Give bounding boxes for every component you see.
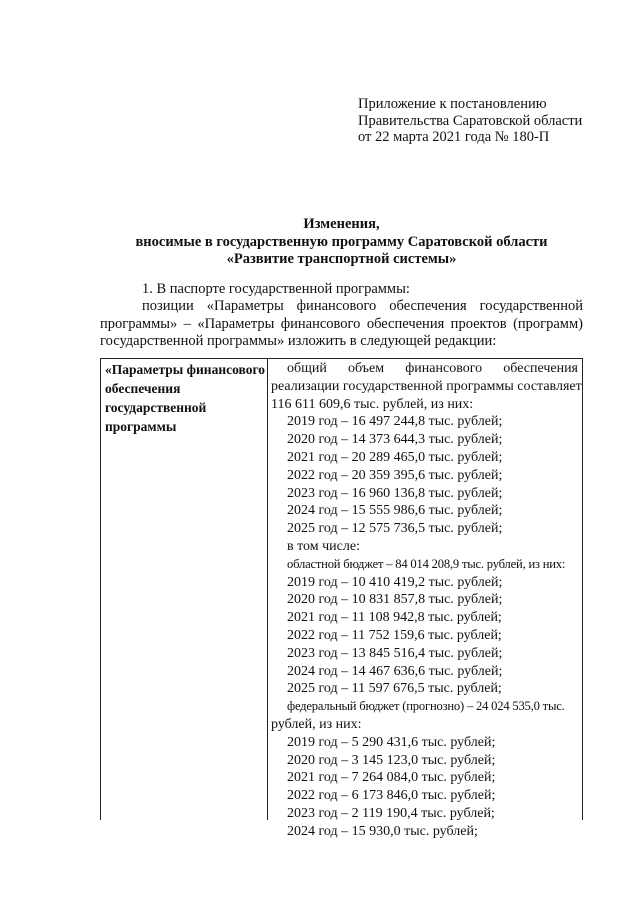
total-year-line: 2025 год – 12 575 736,5 тыс. рублей; bbox=[287, 521, 503, 537]
federal-budget-header-cont: рублей, из них: bbox=[271, 716, 362, 732]
total-year-line: 2019 год – 16 497 244,8 тыс. рублей; bbox=[287, 414, 503, 430]
federal-year-line: 2023 год – 2 119 190,4 тыс. рублей; bbox=[287, 805, 495, 821]
federal-year-line: 2024 год – 15 930,0 тыс. рублей; bbox=[287, 823, 478, 839]
including-label: в том числе: bbox=[287, 538, 360, 554]
appendix-line-3: от 22 марта 2021 года № 180-П bbox=[358, 129, 550, 145]
title-line-2: вносимые в государственную программу Саратовской области bbox=[135, 233, 548, 250]
table-right-cell bbox=[271, 360, 582, 841]
appendix-header bbox=[358, 96, 582, 146]
total-year-line: 2020 год – 14 373 644,3 тыс. рублей; bbox=[287, 432, 503, 448]
regional-year-line: 2019 год – 10 410 419,2 тыс. рублей; bbox=[287, 574, 503, 590]
point-1-text: позиции «Параметры финансового обеспечения государственной программы» – «Параметры финансового обеспечения проектов (программ) государственной программы» изложить в следующей редакции: bbox=[100, 298, 583, 349]
total-line: реализации государственной программы составляет bbox=[271, 378, 582, 394]
federal-year-line: 2020 год – 3 145 123,0 тыс. рублей; bbox=[287, 752, 496, 768]
document-title bbox=[100, 216, 583, 269]
total-line: 116 611 609,6 тыс. рублей, из них: bbox=[271, 396, 474, 412]
title-line-1: Изменения, bbox=[303, 216, 380, 232]
total-line: общий объем финансового обеспечения bbox=[287, 361, 578, 376]
total-year-line: 2021 год – 20 289 465,0 тыс. рублей; bbox=[287, 449, 503, 465]
left-cell-line: обеспечения bbox=[105, 381, 181, 396]
appendix-line-1: Приложение к постановлению bbox=[358, 96, 547, 112]
regional-year-line: 2025 год – 11 597 676,5 тыс. рублей; bbox=[287, 681, 502, 697]
total-year-line: 2023 год – 16 960 136,8 тыс. рублей; bbox=[287, 485, 503, 501]
federal-budget-header: федеральный бюджет (прогнозно) – 24 024 535,0 тыс. bbox=[287, 699, 565, 714]
regional-year-line: 2021 год – 11 108 942,8 тыс. рублей; bbox=[287, 610, 502, 626]
federal-year-line: 2019 год – 5 290 431,6 тыс. рублей; bbox=[287, 734, 496, 750]
table-left-cell bbox=[105, 360, 265, 436]
point-1-heading: 1. В паспорте государственной программы: bbox=[142, 281, 410, 297]
left-cell-line: «Параметры финансового bbox=[105, 362, 265, 377]
title-line-3: «Развитие транспортной системы» bbox=[226, 251, 457, 267]
regional-year-line: 2020 год – 10 831 857,8 тыс. рублей; bbox=[287, 592, 503, 608]
regional-year-line: 2023 год – 13 845 516,4 тыс. рублей; bbox=[287, 645, 503, 661]
left-cell-line: государственной bbox=[105, 400, 207, 415]
federal-year-line: 2021 год – 7 264 084,0 тыс. рублей; bbox=[287, 770, 496, 786]
total-year-line: 2024 год – 15 555 986,6 тыс. рублей; bbox=[287, 503, 503, 519]
regional-budget-header: областной бюджет – 84 014 208,9 тыс. рублей, из них: bbox=[287, 556, 566, 571]
left-cell-line: программы bbox=[105, 419, 177, 434]
total-year-line: 2022 год – 20 359 395,6 тыс. рублей; bbox=[287, 467, 503, 483]
regional-year-line: 2024 год – 14 467 636,6 тыс. рублей; bbox=[287, 663, 503, 679]
financing-table bbox=[100, 358, 583, 839]
table-column-divider bbox=[267, 359, 268, 820]
appendix-line-2: Правительства Саратовской области bbox=[358, 112, 583, 129]
federal-year-line: 2022 год – 6 173 846,0 тыс. рублей; bbox=[287, 788, 496, 804]
regional-year-line: 2022 год – 11 752 159,6 тыс. рублей; bbox=[287, 627, 502, 643]
